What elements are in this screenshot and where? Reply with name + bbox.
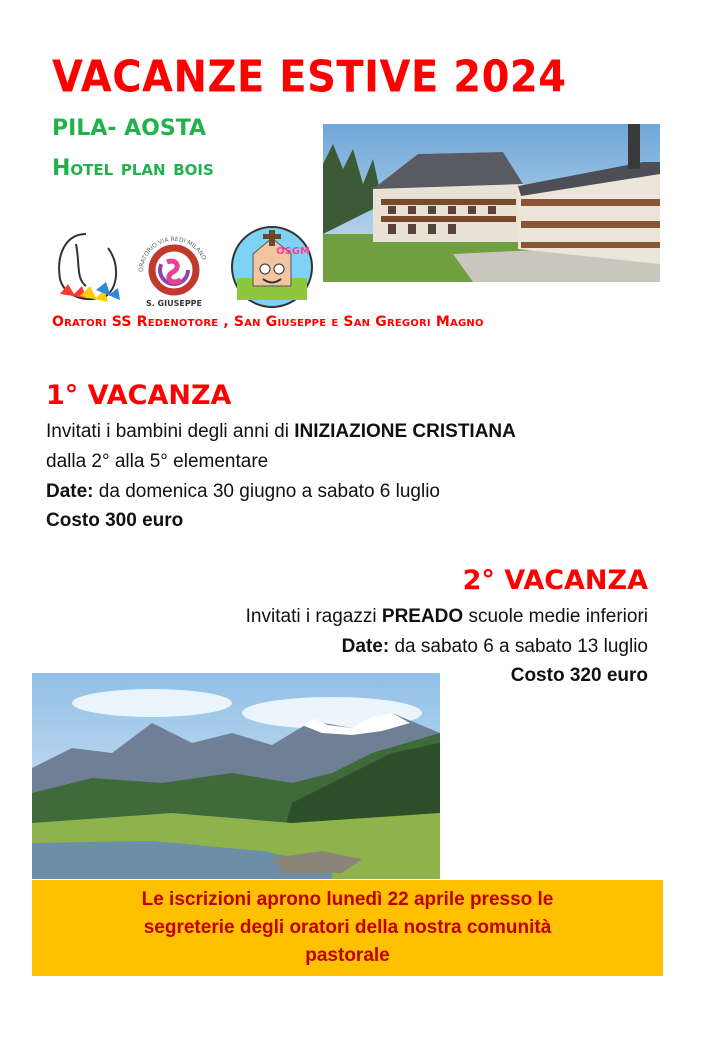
vacanza1-date-label: Date: [46, 481, 94, 502]
vacanza1-classes: dalla 2° alla 5° elementare [46, 451, 269, 472]
hotel-subtitle: Hotel plan bois [52, 156, 214, 181]
logo2-top-text: ORATORIO VIA REDI MILANO [137, 235, 208, 273]
redentore-logo [46, 224, 128, 310]
vacanza1-cost-text: Costo 300 euro [46, 510, 184, 531]
san-giuseppe-logo [131, 224, 217, 310]
vacanza2-cost-text: Costo 320 euro [510, 665, 648, 686]
vacanza1-invite-prefix: Invitati i bambini degli anni di [46, 421, 295, 442]
vacanza1-dates [46, 481, 440, 503]
hotel-photo [323, 124, 660, 282]
osgm-logo [227, 224, 317, 310]
logo3-text: OSGM [276, 246, 310, 257]
vacanza1-heading: 1° VACANZA [46, 380, 232, 411]
mountain-lake-photo [32, 673, 440, 879]
vacanza2-date-label: Date: [341, 636, 390, 657]
registration-text: Le iscrizioni aprono lunedì 22 aprile presso le segreterie degli oratori della nostra comunità pastorale [141, 889, 554, 966]
vacanza2-heading: 2° VACANZA [462, 565, 648, 596]
page-title: VACANZE ESTIVE 2024 [52, 52, 567, 103]
vacanza1-date-value: da domenica 30 giugno a sabato 6 luglio [93, 481, 440, 502]
vacanza2-invite-suffix: scuole medie inferiori [463, 606, 648, 627]
oratori-caption: Oratori SS Redenotore , San Giuseppe e San Gregori Magno [52, 314, 484, 330]
vacanza2-invite-prefix: Invitati i ragazzi [245, 606, 382, 627]
vacanza2-date-value: da sabato 6 a sabato 13 luglio [389, 636, 648, 657]
vacanza2-invite-bold: PREADO [381, 606, 464, 627]
registration-banner [32, 880, 663, 976]
vacanza1-cost [46, 510, 183, 532]
vacanza1-invite-bold: INIZIAZIONE CRISTIANA [294, 421, 516, 442]
vacanza1-invite [46, 421, 516, 443]
logo2-bottom-text: S. GIUSEPPE [145, 299, 203, 308]
location-subtitle: PILA- AOSTA [52, 116, 207, 141]
vacanza2-invite [246, 606, 648, 628]
vacanza2-dates [342, 636, 648, 658]
vacanza2-cost [511, 665, 648, 687]
